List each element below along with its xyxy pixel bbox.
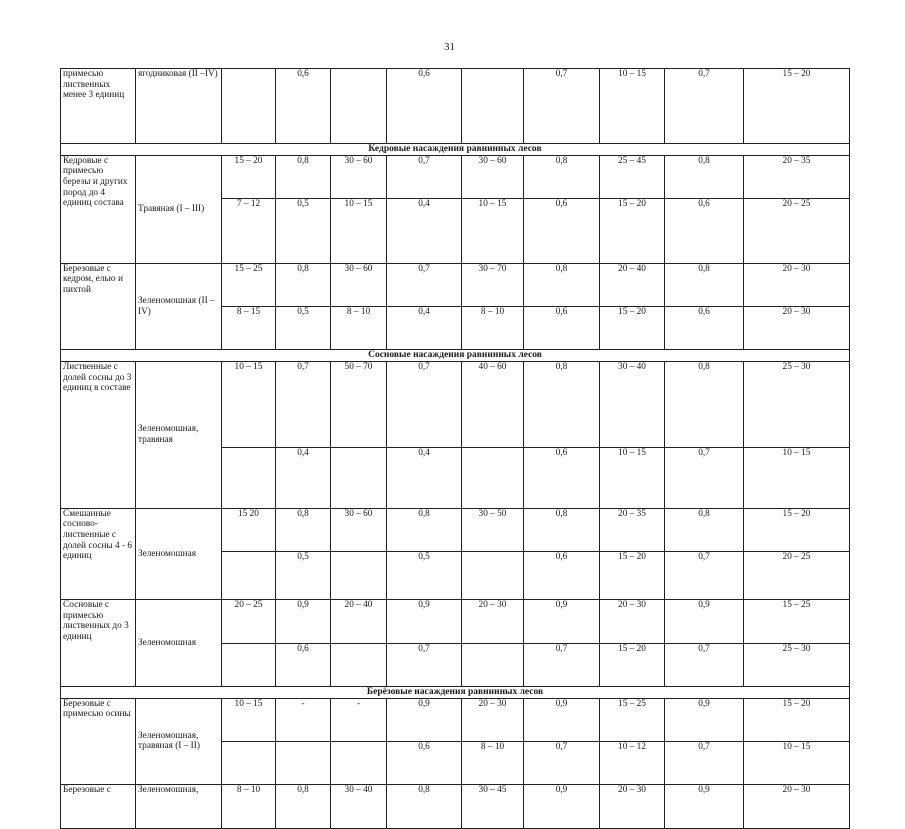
value-cell-i: 15 – 20 xyxy=(744,508,850,551)
table-row xyxy=(61,600,850,643)
section-title: Кедровые насаждения равнинных лесов xyxy=(61,144,850,156)
value-cell-h: 0,7 xyxy=(665,741,744,784)
value-cell-e xyxy=(462,69,524,144)
forest-type-label: Смешанные сосново-лиственные с долей сосны 4 - 6 единиц xyxy=(61,508,136,599)
table-row xyxy=(61,69,850,144)
value-cell-g: 15 – 20 xyxy=(600,199,665,264)
section-row xyxy=(61,350,850,362)
value-cell-b: 0,5 xyxy=(276,199,331,264)
value-cell-a: 20 – 25 xyxy=(222,600,276,643)
value-cell-b: 0,5 xyxy=(276,307,331,350)
value-cell-b: 0,6 xyxy=(276,69,331,144)
value-cell-i: 20 – 30 xyxy=(744,307,850,350)
value-cell-g: 20 – 30 xyxy=(600,600,665,643)
value-cell-e: 10 – 15 xyxy=(462,199,524,264)
value-cell-e: 20 – 30 xyxy=(462,698,524,741)
value-cell-e: 30 – 70 xyxy=(462,263,524,306)
value-cell-i: 15 – 25 xyxy=(744,600,850,643)
value-cell-g: 30 – 40 xyxy=(600,362,665,448)
value-cell-d: 0,6 xyxy=(387,69,462,144)
section-row xyxy=(61,686,850,698)
site-type-label: Зеленомошная, травяная xyxy=(136,362,222,509)
table-row xyxy=(61,362,850,448)
value-cell-a xyxy=(222,447,276,508)
value-cell-g: 10 – 12 xyxy=(600,741,665,784)
value-cell-f: 0,6 xyxy=(524,552,600,600)
value-cell-g: 10 – 15 xyxy=(600,447,665,508)
table-row xyxy=(61,785,850,828)
value-cell-h: 0,9 xyxy=(665,698,744,741)
value-cell-d: 0,5 xyxy=(387,552,462,600)
value-cell-f: 0,8 xyxy=(524,362,600,448)
value-cell-c xyxy=(331,552,387,600)
value-cell-f: 0,9 xyxy=(524,600,600,643)
value-cell-b: 0,4 xyxy=(276,447,331,508)
forest-type-label: Березовые с xyxy=(61,785,136,828)
value-cell-c: 30 – 60 xyxy=(331,263,387,306)
table-row xyxy=(61,155,850,198)
value-cell-c: - xyxy=(331,698,387,741)
value-cell-i: 20 – 30 xyxy=(744,785,850,828)
value-cell-g: 20 – 30 xyxy=(600,785,665,828)
section-row xyxy=(61,144,850,156)
site-type-label: Зеленомошная xyxy=(136,508,222,599)
value-cell-g: 10 – 15 xyxy=(600,69,665,144)
value-cell-b: 0,8 xyxy=(276,155,331,198)
value-cell-e xyxy=(462,643,524,686)
value-cell-i: 25 – 30 xyxy=(744,362,850,448)
value-cell-b: 0,6 xyxy=(276,643,331,686)
value-cell-c: 50 – 70 xyxy=(331,362,387,448)
site-type-label: ягодниковая (II –IV) xyxy=(136,69,222,144)
value-cell-h: 0,6 xyxy=(665,307,744,350)
value-cell-e: 30 – 50 xyxy=(462,508,524,551)
site-type-label: Зеленомошная (II – IV) xyxy=(136,263,222,350)
value-cell-g: 15 – 20 xyxy=(600,552,665,600)
value-cell-a: 15 – 20 xyxy=(222,155,276,198)
value-cell-g: 25 – 45 xyxy=(600,155,665,198)
value-cell-f: 0,6 xyxy=(524,199,600,264)
value-cell-b: - xyxy=(276,698,331,741)
value-cell-d: 0,9 xyxy=(387,698,462,741)
value-cell-h: 0,8 xyxy=(665,263,744,306)
site-type-label: Зеленомошная, травяная (I – II) xyxy=(136,698,222,785)
site-type-label: Травяная (I – III) xyxy=(136,155,222,263)
forest-type-label: Березовые с кедром, елью и пихтой xyxy=(61,263,136,350)
reference-table xyxy=(60,68,850,829)
value-cell-d: 0,4 xyxy=(387,199,462,264)
value-cell-b: 0,5 xyxy=(276,552,331,600)
value-cell-d: 0,4 xyxy=(387,447,462,508)
value-cell-e xyxy=(462,552,524,600)
value-cell-i: 25 – 30 xyxy=(744,643,850,686)
value-cell-g: 20 – 40 xyxy=(600,263,665,306)
value-cell-g: 20 – 35 xyxy=(600,508,665,551)
forest-type-label: Сосновые с примесью лиственных до 3 единиц xyxy=(61,600,136,687)
value-cell-a xyxy=(222,643,276,686)
value-cell-h: 0,8 xyxy=(665,508,744,551)
value-cell-d: 0,7 xyxy=(387,362,462,448)
site-type-label: Зеленомошная xyxy=(136,600,222,687)
value-cell-c: 30 – 60 xyxy=(331,155,387,198)
value-cell-i: 15 – 20 xyxy=(744,69,850,144)
value-cell-a: 7 – 12 xyxy=(222,199,276,264)
value-cell-c xyxy=(331,643,387,686)
section-title: Сосновые насаждения равнинных лесов xyxy=(61,350,850,362)
value-cell-e: 30 – 60 xyxy=(462,155,524,198)
value-cell-b: 0,8 xyxy=(276,263,331,306)
value-cell-h: 0,7 xyxy=(665,552,744,600)
forest-type-label: Лиственные с долей сосны до 3 единиц в составе xyxy=(61,362,136,509)
value-cell-d: 0,6 xyxy=(387,741,462,784)
section-title: Берёзовые насаждения равнинных лесов xyxy=(61,686,850,698)
value-cell-d: 0,4 xyxy=(387,307,462,350)
value-cell-g: 15 – 20 xyxy=(600,643,665,686)
value-cell-i: 10 – 15 xyxy=(744,447,850,508)
value-cell-a xyxy=(222,741,276,784)
site-type-label: Зеленомошная, xyxy=(136,785,222,828)
table-row xyxy=(61,698,850,741)
value-cell-g: 15 – 25 xyxy=(600,698,665,741)
value-cell-c xyxy=(331,447,387,508)
value-cell-b: 0,8 xyxy=(276,508,331,551)
forest-type-label: Кедровые с примесью березы и других пород до 4 единиц состава xyxy=(61,155,136,263)
forest-type-label: примесью лиственных менее 3 единиц xyxy=(61,69,136,144)
value-cell-f: 0,9 xyxy=(524,785,600,828)
value-cell-c: 30 – 60 xyxy=(331,508,387,551)
value-cell-f: 0,9 xyxy=(524,698,600,741)
value-cell-a xyxy=(222,552,276,600)
value-cell-h: 0,9 xyxy=(665,785,744,828)
value-cell-f: 0,6 xyxy=(524,447,600,508)
table-body xyxy=(61,69,850,829)
value-cell-f: 0,8 xyxy=(524,155,600,198)
value-cell-d: 0,9 xyxy=(387,600,462,643)
value-cell-b: 0,7 xyxy=(276,362,331,448)
value-cell-f: 0,7 xyxy=(524,643,600,686)
value-cell-d: 0,8 xyxy=(387,785,462,828)
value-cell-c xyxy=(331,741,387,784)
value-cell-c: 20 – 40 xyxy=(331,600,387,643)
value-cell-i: 20 – 30 xyxy=(744,263,850,306)
value-cell-h: 0,8 xyxy=(665,362,744,448)
forest-type-label: Березовые с примесью осины xyxy=(61,698,136,785)
value-cell-e xyxy=(462,447,524,508)
value-cell-b: 0,9 xyxy=(276,600,331,643)
value-cell-f: 0,7 xyxy=(524,741,600,784)
value-cell-c: 8 – 10 xyxy=(331,307,387,350)
value-cell-i: 20 – 25 xyxy=(744,552,850,600)
value-cell-b xyxy=(276,741,331,784)
value-cell-c xyxy=(331,69,387,144)
value-cell-h: 0,7 xyxy=(665,69,744,144)
value-cell-d: 0,8 xyxy=(387,508,462,551)
value-cell-f: 0,6 xyxy=(524,307,600,350)
value-cell-d: 0,7 xyxy=(387,263,462,306)
value-cell-f: 0,8 xyxy=(524,508,600,551)
value-cell-a: 15 20 xyxy=(222,508,276,551)
value-cell-c: 10 – 15 xyxy=(331,199,387,264)
value-cell-i: 10 – 15 xyxy=(744,741,850,784)
value-cell-g: 15 – 20 xyxy=(600,307,665,350)
value-cell-a: 15 – 25 xyxy=(222,263,276,306)
value-cell-b: 0,8 xyxy=(276,785,331,828)
value-cell-h: 0,9 xyxy=(665,600,744,643)
value-cell-e: 8 – 10 xyxy=(462,741,524,784)
value-cell-e: 30 – 45 xyxy=(462,785,524,828)
value-cell-i: 20 – 35 xyxy=(744,155,850,198)
value-cell-e: 40 – 60 xyxy=(462,362,524,448)
value-cell-a: 10 – 15 xyxy=(222,698,276,741)
value-cell-h: 0,8 xyxy=(665,155,744,198)
value-cell-f: 0,8 xyxy=(524,263,600,306)
value-cell-h: 0,6 xyxy=(665,199,744,264)
table-row xyxy=(61,508,850,551)
value-cell-a: 8 – 15 xyxy=(222,307,276,350)
value-cell-f: 0,7 xyxy=(524,69,600,144)
value-cell-a xyxy=(222,69,276,144)
page-number: 31 xyxy=(444,41,455,53)
value-cell-d: 0,7 xyxy=(387,155,462,198)
value-cell-a: 8 – 10 xyxy=(222,785,276,828)
value-cell-h: 0,7 xyxy=(665,643,744,686)
value-cell-e: 20 – 30 xyxy=(462,600,524,643)
value-cell-c: 30 – 40 xyxy=(331,785,387,828)
table-row xyxy=(61,263,850,306)
value-cell-a: 10 – 15 xyxy=(222,362,276,448)
value-cell-h: 0,7 xyxy=(665,447,744,508)
value-cell-i: 15 – 20 xyxy=(744,698,850,741)
value-cell-e: 8 – 10 xyxy=(462,307,524,350)
value-cell-i: 20 – 25 xyxy=(744,199,850,264)
value-cell-d: 0,7 xyxy=(387,643,462,686)
